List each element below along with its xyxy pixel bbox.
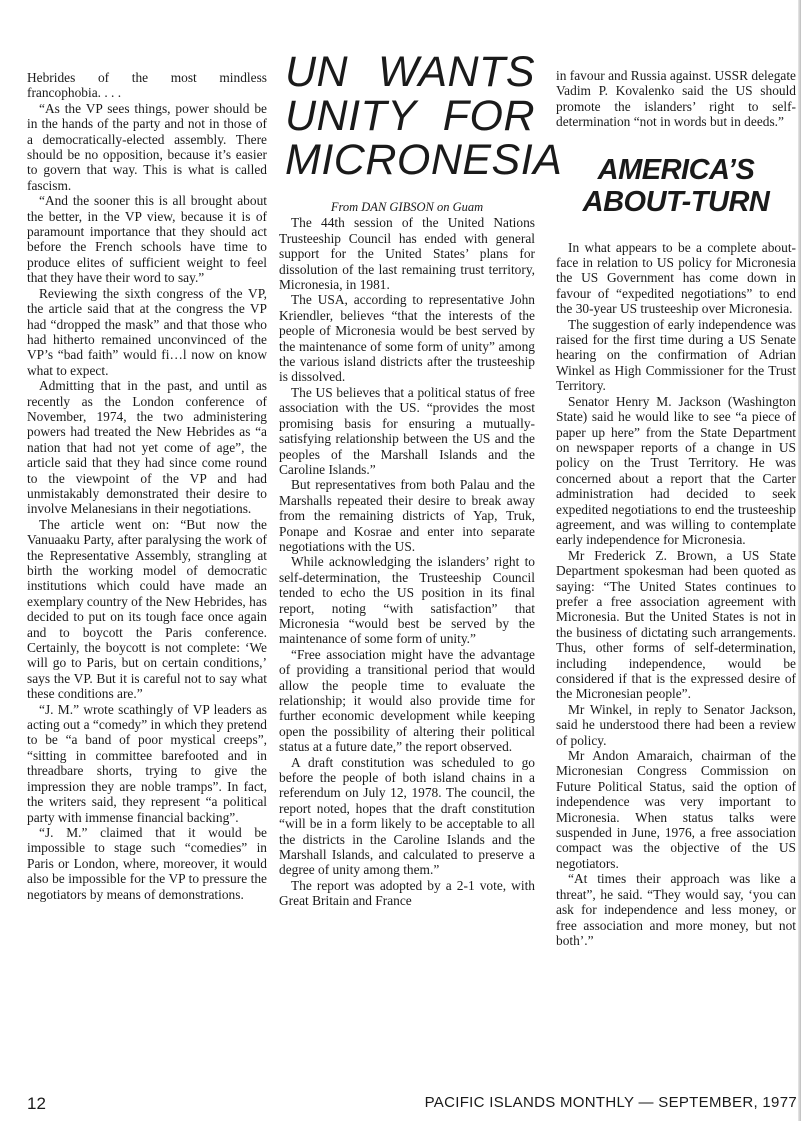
left-paragraph-1: Hebrides of the most mindless francophobia. . . . — [27, 70, 267, 101]
left-paragraph-7: “J. M.” wrote scathingly of VP leaders as acting out a “comedy” in which they pretend to be “a band of poor mystical creeps”, “sitting in committee barefooted and in threadbare shorts, trying to give the impression they are noble tramps”. In fact, the writers said, they represent “a political party with immense financial backing”. — [27, 701, 267, 825]
left-paragraph-5: Admitting that in the past, and until as recently as the London conference of November, 1974, the two administering powers had treated the New Hebrides as “a nation that had not yet come of age”, the article said that they had since come round to the viewpoint of the VP and had unmistakably demonstrated their desire to involve Melanesians in their negotiations. — [27, 378, 267, 517]
publication-line: PACIFIC ISLANDS MONTHLY — SEPTEMBER, 1977 — [424, 1094, 797, 1111]
mid-paragraph-4: But representatives from both Palau and the Marshalls repeated their desire to break away from the remaining districts of Yap, Truk, Ponape and Kosrae and enter into separate negotiations with the US. — [279, 477, 535, 554]
left-paragraph-6: The article went on: “But now the Vanuaaku Party, after paralysing the work of the Representative Assembly, strangling at birth the working model of democratic institutions which could have made an exemplary country of the New Hebrides, has decided to put on its tough face once again and to boycott the Paris conference. Certainly, the boycott is not complete: ‘We will go to Paris, but on certain conditions,’ says the VP. But it is careful not to say what these conditions are.” — [27, 516, 267, 702]
mid-paragraph-8: The report was adopted by a 2-1 vote, with Great Britain and France — [279, 877, 535, 909]
mid-paragraph-2: The USA, according to representative John Kriendler, believes “that the interests of the people of Micronesia would be best served by the maintenance of some form of unity” among the various island districts after the trusteeship is dissolved. — [279, 292, 535, 385]
mid-paragraph-5: While acknowledging the islanders’ right to self-determination, the Trusteeship Council tended to echo the US position in its final report, noting “with satisfaction” that Micronesia “would best be served by the maintenance of some form of unity.” — [279, 554, 535, 647]
right-paragraph-5: Mr Winkel, in reply to Senator Jackson, said he understood there had been a review of policy. — [556, 701, 796, 748]
left-paragraph-4: Reviewing the sixth congress of the VP, the article said that at the congress the VP had “dropped the mask” and that those who had hitherto remained unconvinced of the VP’s “bad faith” would fi…l now on know what to expect. — [27, 285, 267, 378]
right-paragraph-4: Mr Frederick Z. Brown, a US State Department spokesman had been quoted as saying: “The United States continues to prefer a free association agreement with Micronesia. But the United States is not in the business of dictating such arrangements. Thus, other forms of self-determination, including independence, would be considered if that is the expressed desire of the Micronesian people”. — [556, 547, 796, 702]
mid-paragraph-3: The US believes that a political status of free association with the US. “provides the most promising basis for ensuring a mutually-satisfying relationship between the US and the peoples of the Marshall Islands and the Caroline Islands.” — [279, 384, 535, 477]
left-paragraph-2: “As the VP sees things, power should be in the hands of the party and not in those of a democratically-elected assembly. There should be no opposition, because it’s easier to govern that way. This is what is called fascism. — [27, 100, 267, 193]
right-column — [556, 68, 796, 948]
right-paragraph-7: “At times their approach was like a threat”, he said. “They would say, ‘you can ask for independence and less money, or free association and more money, but not both’.” — [556, 871, 796, 948]
mid-paragraph-7: A draft constitution was scheduled to go before the people of both island chains in a referendum on July 12, 1978. The council, the report noted, hopes that the draft constitution “will be in a form likely to be acceptable to all the districts in the Caroline Islands and the Marshall Islands, and calculated to preserve a degree of unity among them.” — [279, 754, 535, 878]
right-paragraph-3: Senator Henry M. Jackson (Washington State) said he would like to see “a piece of paper up here” from the State Department on newspaper reports of a change in US policy on the Trust Territory. He was concerned about a report that the Carter administration had decided to seek expedited negotiations to end the trusteeship agreement, and was willing to contemplate early independence for Micronesia. — [556, 393, 796, 548]
right-lead-paragraph: in favour and Russia against. USSR delegate Vadim P. Kovalenko said the US should promote the islanders’ right to self-determination “not in words but in deeds.” — [556, 68, 796, 130]
article-headline: UN WANTS UNITY FOR MICRONESIA — [285, 48, 563, 184]
left-paragraph-3: “And the sooner this is all brought about the better, in the VP view, because it is of paramount importance that they should act before the French schools have time to produce elites of sufficient weight to feel that they have their word to say.” — [27, 193, 267, 286]
section-subhead: AMERICA’S ABOUT-TURN — [582, 153, 770, 218]
article-byline: From DAN GIBSON on Guam — [330, 200, 484, 214]
page-number: 12 — [27, 1094, 46, 1113]
page-footer — [27, 1094, 797, 1114]
middle-column — [279, 48, 563, 909]
right-paragraph-1: In what appears to be a complete about-face in relation to US policy for Micronesia the US Government has come down in favour of “expedited negotiations” to end the 30-year US trusteeship over Micronesia. — [556, 239, 796, 317]
mid-paragraph-1: The 44th session of the United Nations Trusteeship Council has ended with general support for the United States’ plans for dissolution of the last remaining trust territory, Micronesia, in 1981. — [279, 215, 535, 293]
left-paragraph-8: “J. M.” claimed that it would be impossible to stage such “comedies” in Paris or London, where, moreover, it would also be impossible for the VP to pressure the negotiators by means of demonstrations. — [27, 824, 267, 902]
left-column — [27, 70, 267, 902]
right-paragraph-2: The suggestion of early independence was raised for the first time during a US Senate hearing on the confirmation of Adrian Winkel as High Commissioner for the Trust Territory. — [556, 316, 796, 394]
mid-paragraph-6: “Free association might have the advantage of providing a transitional period that would allow the people time to evaluate the relationship; it would also provide time for further economic development while keeping open the possibility of altering their political status at a future date,” the report observed. — [279, 646, 535, 755]
right-paragraph-6: Mr Andon Amaraich, chairman of the Micronesian Congress Commission on Future Political Status, said the option of independence was very important to Micronesia. When status talks were suspended in June, 1976, a free association compact was the objective of the US negotiators. — [556, 748, 796, 871]
